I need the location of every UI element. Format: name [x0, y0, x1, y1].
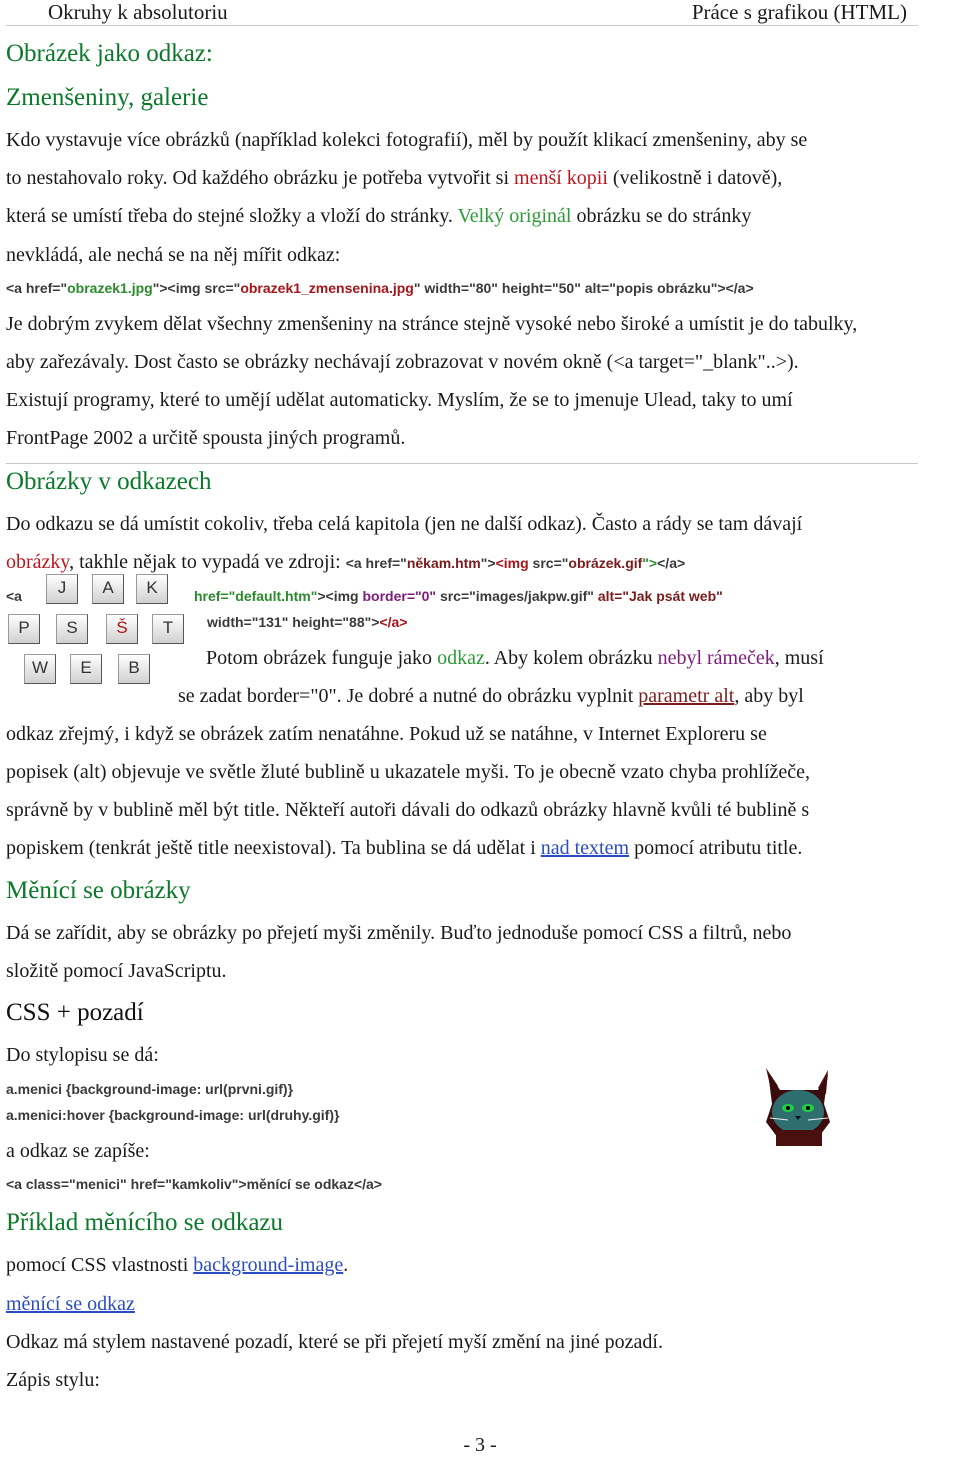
key-cap: K	[136, 574, 168, 604]
header-course-title: Okruhy k absolutoriu	[48, 0, 228, 24]
paragraph-line: Odkaz má stylem nastavené pozadí, které se při přejetí myší změní na jiné pozadí.	[6, 1331, 663, 1353]
jak-psat-web-keyboard-image[interactable]	[6, 574, 190, 700]
paragraph-line: Kdo vystavuje více obrázků (například kolekci fotografií), měl by použít klikací zmenšeniny, aby se	[6, 129, 808, 151]
paragraph-line: která se umístí třeba do stejné složky a vloží do stránky. Velký originál obrázku se do stránky	[6, 205, 752, 227]
key-cap: S	[56, 614, 88, 644]
paragraph-line: obrázky, takhle nějak to vypadá ve zdroji: <a href="někam.htm"><img src="obrázek.gif"></a>	[6, 551, 686, 573]
highlight-big-original: Velký originál	[457, 205, 572, 227]
code-img-link-line1: href="default.htm"><img border="0" src="images/jakpw.gif" alt="Jak psát web"	[194, 588, 723, 604]
link-nad-textem[interactable]: nad textem	[540, 837, 630, 859]
code-link-markup: <a class="menici" href="kamkoliv">měnící se odkaz</a>	[6, 1176, 382, 1192]
header-chapter-title: Práce s grafikou (HTML)	[691, 0, 907, 24]
heading-images-in-links: Obrázky v odkazech	[6, 468, 212, 495]
code-thumbnail-link: <a href="obrazek1.jpg"><img src="obrazek1_zmensenina.jpg" width="80" height="50" alt="popis obrázku"></a>	[6, 280, 754, 296]
link-background-image[interactable]: background-image	[193, 1254, 344, 1276]
paragraph-line: nevkládá, ale nechá se na něj mířit odkaz:	[6, 244, 341, 266]
paragraph-line: Zápis stylu:	[6, 1369, 100, 1391]
heading-thumbnails-gallery: Zmenšeniny, galerie	[6, 84, 209, 111]
paragraph-line: Do odkazu se dá umístit cokoliv, třeba celá kapitola (jen ne další odkaz). Často a rády se tam dávají	[6, 513, 803, 535]
key-cap: W	[24, 654, 56, 684]
paragraph-line: Dá se zařídit, aby se obrázky po přejetí myši změnily. Buďto jednoduše pomocí CSS a filtrů, nebo	[6, 922, 792, 944]
paragraph-line: a odkaz se zapíše:	[6, 1140, 150, 1162]
paragraph-line: Je dobrým zvykem dělat všechny zmenšeniny na stránce stejně vysoké nebo široké a umístit je do tabulky,	[6, 313, 858, 335]
key-cap: Š	[106, 614, 138, 644]
paragraph-line: popisek (alt) objevuje ve světle žluté bublině u ukazatele myši. To je obecně vzato chyba prohlížeče,	[6, 761, 811, 783]
paragraph-line: Potom obrázek funguje jako odkaz. Aby kolem obrázku nebyl rámeček, musí	[206, 647, 824, 669]
paragraph-line: se zadat border="0". Je dobré a nutné do obrázku vyplnit parametr alt, aby byl	[178, 685, 804, 707]
section-divider	[6, 463, 918, 464]
paragraph-line: Existují programy, které to umějí udělat automaticky. Myslím, že se to jmenuje Ulead, taky to umí	[6, 389, 793, 411]
link-parametr-alt[interactable]: parametr alt	[638, 685, 735, 707]
key-cap: B	[118, 654, 150, 684]
code-a-open: <a	[6, 588, 22, 604]
key-cap: A	[92, 574, 124, 604]
code-css-hover-rule: a.menici:hover {background-image: url(druhy.gif)}	[6, 1107, 340, 1123]
page-number: - 3 -	[463, 1434, 497, 1456]
paragraph-line: FrontPage 2002 a určitě spousta jiných programů.	[6, 427, 406, 449]
paragraph-line: to nestahovalo roky. Od každého obrázku je potřeba vytvořit si menší kopii (velikostně i datově),	[6, 167, 783, 189]
example-changing-link[interactable]: měnící se odkaz	[6, 1293, 135, 1315]
paragraph-line: Do stylopisu se dá:	[6, 1044, 159, 1066]
header-rule	[6, 25, 918, 26]
paragraph-line: odkaz zřejmý, i když se obrázek zatím nenatáhne. Pokud už se natáhne, v Internet Exploreru se	[6, 723, 767, 745]
key-cap: T	[152, 614, 184, 644]
highlight-smaller-copy: menší kopii	[514, 167, 608, 189]
paragraph-line: aby zařezávaly. Dost často se obrázky nechávají zobrazovat v novém okně (<a target="_blank"..>).	[6, 351, 799, 373]
heading-changing-images: Měnící se obrázky	[6, 877, 191, 904]
heading-css-background: CSS + pozadí	[6, 999, 144, 1026]
paragraph-line: popiskem (tenkrát ještě title neexistoval). Ta bublina se dá udělat i nad textem pomocí atributu title.	[6, 837, 803, 859]
key-cap: P	[8, 614, 40, 644]
paragraph-line: správně by v bublině měl být title. Někteří autoři dávali do odkazů obrázky hlavně kvůli té bublině s	[6, 799, 810, 821]
heading-changing-link-example: Příklad měnícího se odkazu	[6, 1209, 284, 1236]
code-css-rule: a.menici {background-image: url(prvni.gif)}	[6, 1081, 294, 1097]
heading-image-as-link: Obrázek jako odkaz:	[6, 40, 213, 67]
paragraph-line: složitě pomocí JavaScriptu.	[6, 960, 227, 982]
paragraph-line: pomocí CSS vlastnosti background-image.	[6, 1254, 349, 1276]
key-cap: E	[70, 654, 102, 684]
cat-image	[758, 1064, 840, 1148]
key-cap: J	[46, 574, 78, 604]
code-img-link-line2: width="131" height="88"></a>	[207, 614, 408, 630]
